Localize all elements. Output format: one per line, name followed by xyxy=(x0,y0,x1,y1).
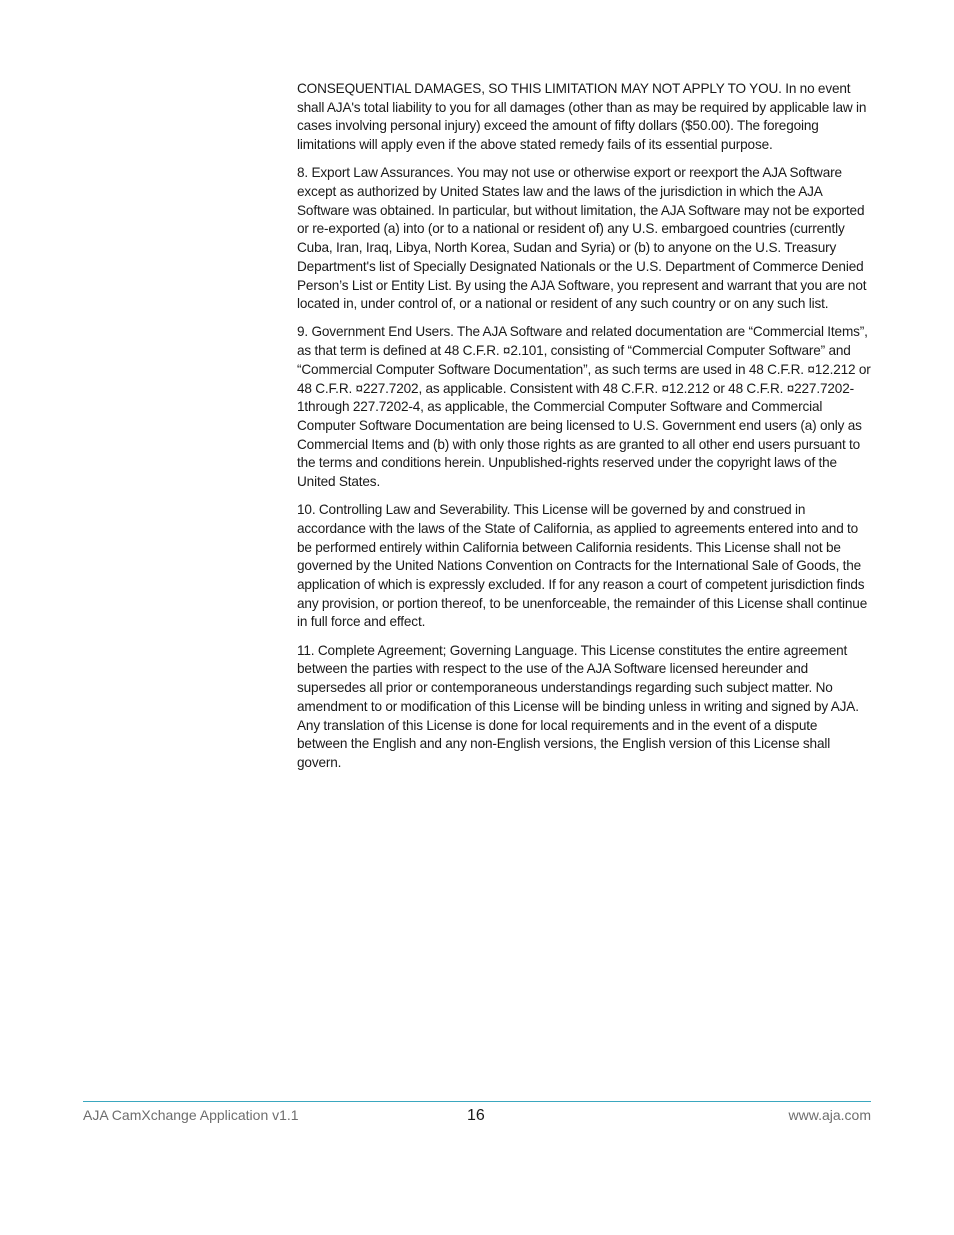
footer-document-title: AJA CamXchange Application v1.1 xyxy=(83,1107,299,1123)
paragraph-limitation: CONSEQUENTIAL DAMAGES, SO THIS LIMITATION MAY NOT APPLY TO YOU. In no event shall AJA's total liability to you for all damages (other than as may be required by applicable law in cases involving personal injury) exceed the amount of fifty dollars ($50.00). The foregoing limitations will apply even if the above stated remedy fails of its essential purpose. xyxy=(297,81,867,153)
license-body xyxy=(297,80,871,782)
paragraph-complete-agreement: 11. Complete Agreement; Governing Language. This License constitutes the entire agreement between the parties with respect to the use of the AJA Software licensed hereunder and supersedes all prior or contemporaneous understandings regarding such subject matter. No amendment to or modification of this License will be binding unless in writing and signed by AJA. Any translation of this License is done for local requirements and in the event of a dispute between the English and any non-English versions, the English version of this License shall govern. xyxy=(297,642,859,770)
footer-divider xyxy=(83,1101,871,1102)
paragraph-controlling-law: 10. Controlling Law and Severability. This License will be governed by and construed in accordance with the laws of the State of California, as applied to agreements entered into and to be performed entirely within California between California residents. This License shall not be governed by the United Nations Convention on Contracts for the International Sale of Goods, the application of which is expressly excluded. If for any reason a court of competent jurisdiction finds any provision, or portion thereof, to be unenforceable, the remainder of this License shall continue in full force and effect. xyxy=(297,502,868,630)
page-number: 16 xyxy=(467,1107,485,1124)
paragraph-government-end-users: 9. Government End Users. The AJA Software and related documentation are “Commercial Items”, as that term is defined at 48 C.F.R. ¤2.101, consisting of “Commercial Computer Software” and “Commercial Computer Software Documentation”, as such terms are used in 48 C.F.R. ¤12.212 or 48 C.F.R. ¤227.7202, as applicable. Consistent with 48 C.F.R. ¤12.212 or 48 C.F.R. ¤227.7202-1through 227.7202-4, as applicable, the Commercial Computer Software and Commercial Computer Software Documentation are being licensed to U.S. Government end users (a) only as Commercial Items and (b) with only those rights as are granted to all other end users pursuant to the terms and conditions herein. Unpublished-rights reserved under the copyright laws of the United States. xyxy=(297,324,871,490)
footer-website: www.aja.com xyxy=(788,1107,871,1123)
paragraph-export-law: 8. Export Law Assurances. You may not use or otherwise export or reexport the AJA Software except as authorized by United States law and the laws of the jurisdiction in which the AJA Software was obtained. In particular, but without limitation, the AJA Software may not be exported or re-exported (a) into (or to a national or resident of) any U.S. embargoed countries (currently Cuba, Iran, Iraq, Libya, North Korea, Sudan and Syria) or (b) to anyone on the U.S. Treasury Department's list of Specially Designated Nationals or the U.S. Department of Commerce Denied Person’s List or Entity List. By using the AJA Software, you represent and warrant that you are not located in, under control of, or a national or resident of any such country or on any such list. xyxy=(297,165,867,312)
